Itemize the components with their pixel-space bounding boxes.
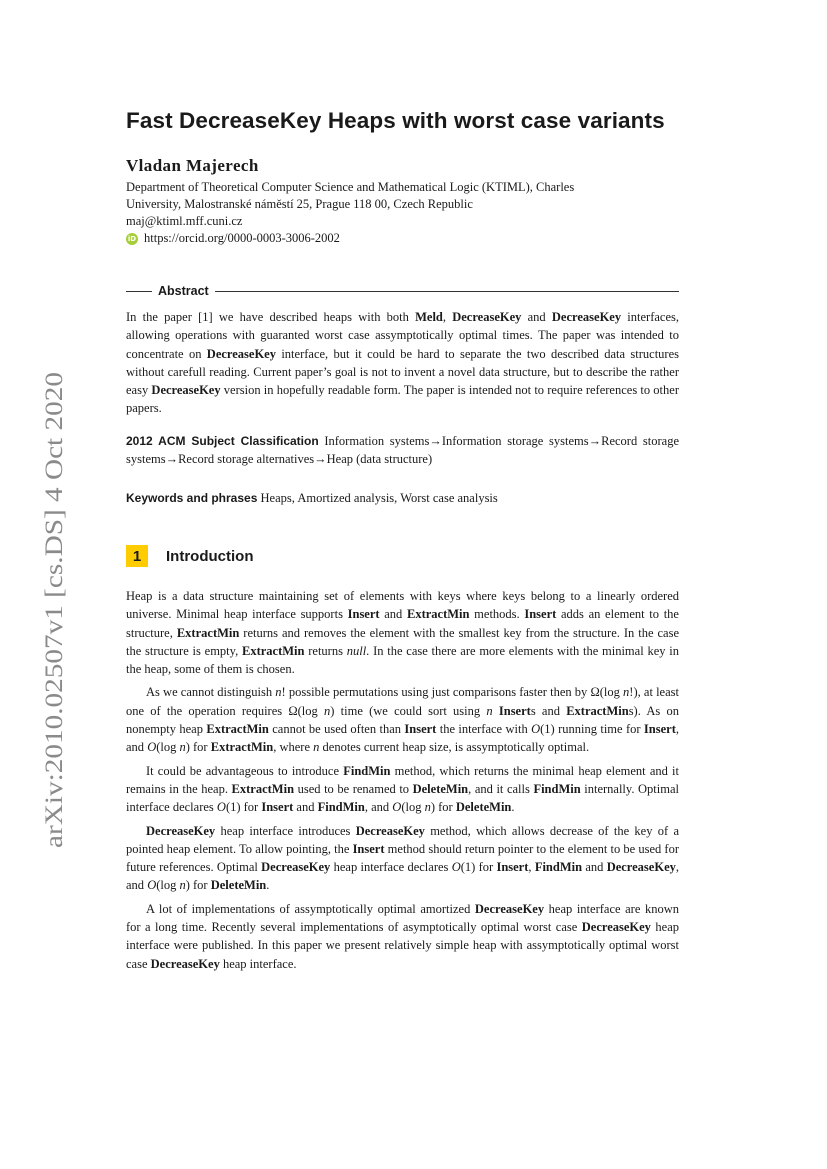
author-email[interactable]: maj@ktiml.mff.cuni.cz — [126, 214, 243, 228]
affiliation-line: University, Malostranské náměstí 25, Prague 118 00, Czech Republic — [126, 197, 473, 211]
abstract-text: In the paper [1] we have described heaps with both Meld, DecreaseKey and DecreaseKey interfaces, allowing operations with guaranted worst case assymptotically optimal times. The paper was intended to concentrate on DecreaseKey interface, but it could be hard to separate the two described data structures without carefull reading. Current paper’s goal is not to invent a novel data structure, but to describe the rather easy DecreaseKey version in hopefully readable form. The paper is intended not to require references to other papers. — [126, 310, 680, 416]
arxiv-sidebar — [20, 370, 70, 850]
arxiv-identifier: arXiv:2010.02507v1 [cs.DS] 4 Oct 2020 — [39, 432, 68, 848]
divider — [126, 291, 152, 292]
keywords — [126, 489, 679, 507]
paper-title: Fast DecreaseKey Heaps with worst case variants — [126, 108, 665, 133]
divider — [215, 291, 679, 292]
classification-label: 2012 ACM Subject Classification — [126, 434, 319, 448]
keywords-text: Heaps, Amortized analysis, Worst case analysis — [260, 491, 498, 505]
abstract-heading — [126, 284, 679, 298]
keywords-label: Keywords and phrases — [126, 491, 258, 505]
paragraph: A lot of implementations of assymptotically optimal amortized DecreaseKey heap interface are known for a long time. Recently several implementations of asymptotically optimal worst case DecreaseKey heap interface were published. In this paper we present relatively simple heap with assymptotically optimal worst case DecreaseKey heap interface. — [126, 901, 679, 971]
paragraph: Heap is a data structure maintaining set of elements with keys where keys belong to a linearly ordered universe. Minimal heap interface supports Insert and ExtractMin methods. Insert adds an element to the structure, ExtractMin returns and removes the element with the smallest key from the structure. In the case the structure is empty, ExtractMin returns null. In the case there are more elements with the minimal key in the heap, some of them is chosen. — [126, 589, 679, 677]
orcid-link[interactable]: https://orcid.org/0000-0003-3006-2002 — [144, 231, 340, 245]
affiliation-block — [126, 179, 686, 247]
classification-text: Information systems→Information storage systems→Record storage systems→Record storage alternatives→Heap (data structure) — [126, 434, 680, 467]
paragraph: DecreaseKey heap interface introduces DecreaseKey method, which allows decrease of the key of a pointed heap element. To allow pointing, the Insert method should return pointer to the element to be used for future references. Optimal DecreaseKey heap interface declares O(1) for Insert, FindMin and DecreaseKey, and O(log n) for DeleteMin. — [126, 823, 679, 893]
affiliation-line: Department of Theoretical Computer Science and Mathematical Logic (KTIML), Charles — [126, 180, 575, 194]
section-number: 1 — [126, 545, 148, 567]
orcid-icon: iD — [127, 234, 137, 243]
section-title: Introduction — [166, 547, 254, 565]
section-heading — [126, 545, 253, 567]
abstract-label: Abstract — [158, 284, 209, 298]
author-name: Vladan Majerech — [126, 156, 259, 175]
paragraph: As we cannot distinguish n! possible permutations using just comparisons faster then by Ω(log n!), at least one of the operation requires Ω(log n) time (we could sort using n Inserts and ExtractMins). As on nonempty heap ExtractMin cannot be used often than Insert the interface with O(1) running time for Insert, and O(log n) for ExtractMin, where n denotes current heap size, is assymptotically optimal. — [126, 685, 680, 755]
orcid-row — [126, 230, 686, 247]
acm-classification — [126, 432, 679, 469]
introduction-body — [126, 587, 679, 978]
paragraph: It could be advantageous to introduce FindMin method, which returns the minimal heap element and it remains in the heap. ExtractMin used to be renamed to DeleteMin, and it calls FindMin internally. Optimal interface declares O(1) for Insert and FindMin, and O(log n) for DeleteMin. — [126, 763, 679, 815]
